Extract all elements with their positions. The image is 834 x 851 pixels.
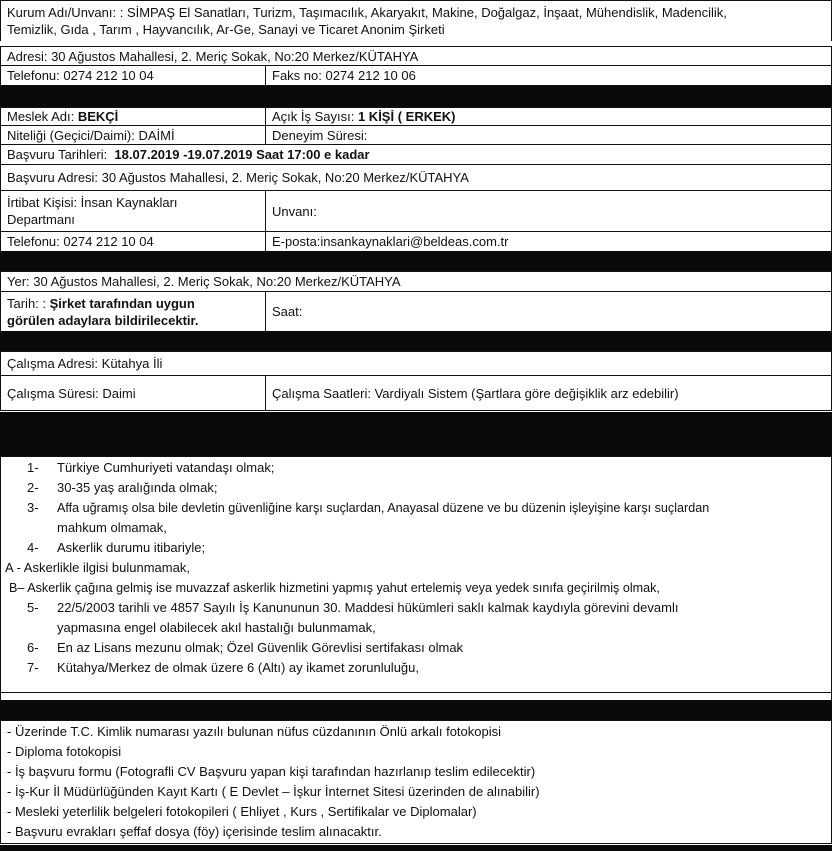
work-hours: Çalışma Saatleri: Vardiyalı Sistem (Şartlara göre değişiklik arz edebilir) (272, 385, 679, 401)
company-fax: Faks no: 0274 212 10 06 (272, 68, 416, 83)
company-phone-row (0, 65, 832, 85)
section-divider (0, 251, 832, 271)
job-name-row (0, 107, 832, 125)
job-name-value: BEKÇİ (77, 109, 119, 124)
job-type: Niteliği (Geçici/Daimi): DAİMİ (7, 127, 175, 143)
contact-phone-row (0, 231, 832, 251)
work-address-row (0, 351, 832, 375)
work-duration-row (0, 375, 832, 411)
section-divider (0, 845, 832, 851)
company-address: Adresi: 30 Ağustos Mahallesi, 2. Meriç Sokak, No:20 Merkez/KÜTAHYA (7, 48, 419, 64)
list-item: 7- Kütahya/Merkez de olmak üzere 6 (Altı) ay ikamet zorunluluğu, (27, 660, 420, 675)
work-address: Çalışma Adresi: Kütahya İli (7, 356, 163, 371)
requirements-list (0, 456, 832, 692)
list-item: 4- Askerlik durumu itibariyle; (27, 540, 206, 555)
interview-place: Yer: 30 Ağustos Mahallesi, 2. Meriç Sokak, No:20 Merkez/KÜTAHYA (7, 274, 401, 289)
company-name-line2: Temizlik, Gıda , Tarım , Hayvancılık, Ar-Ge, Sanayi ve Ticaret Anonim Şirketi (7, 22, 445, 37)
application-dates-label: Başvuru Tarihleri: (7, 147, 115, 162)
company-name-line1: Kurum Adı/Unvanı: : SİMPAŞ El Sanatları, Turizm, Taşımacılık, Akaryakıt, Makine, Doğalgaz, İnşaat, Mühendislik, Madencilik, (7, 5, 727, 20)
application-address: Başvuru Adresi: 30 Ağustos Mahallesi, 2. Meriç Sokak, No:20 Merkez/KÜTAHYA (7, 170, 469, 185)
interview-time: Saat: (272, 304, 303, 319)
application-dates-value: 18.07.2019 -19.07.2019 Saat 17:00 e kadar (114, 147, 370, 162)
contact-title: Unvanı: (272, 203, 317, 219)
company-phone: Telefonu: 0274 212 10 04 (7, 68, 154, 83)
contact-person-line2: Departmanı (7, 212, 75, 227)
list-item: - İş başvuru formu (Fotografli CV Başvuru yapan kişi tarafından hazırlanıp teslim edilecektir) (7, 764, 536, 779)
interview-date-value-1: Şirket tarafından uygun (49, 295, 195, 311)
list-item: - Mesleki yeterlilik belgeleri fotokopileri ( Ehliyet , Kurs , Sertifikalar ve Diplomalar) (7, 804, 477, 819)
company-address-row (0, 46, 832, 65)
list-item: 1- Türkiye Cumhuriyeti vatandaşı olmak; (27, 460, 275, 475)
list-item: mahkum olmamak, (57, 520, 167, 535)
list-item: B– Askerlik çağına gelmiş ise muvazzaf askerlik hizmetini yapmış yahut ertelemiş veya yedek sınıfa geçirilmiş olmak, (9, 581, 660, 595)
contact-email: E-posta:insankaynaklari@beldeas.com.tr (272, 234, 509, 249)
list-item: 6- En az Lisans mezunu olmak; Özel Güvenlik Görevlisi sertifakası olmak (27, 640, 464, 655)
work-duration: Çalışma Süresi: Daimi (7, 385, 136, 401)
section-divider (0, 331, 832, 351)
interview-place-row (0, 271, 832, 291)
job-type-row (0, 125, 832, 144)
list-item: - Diploma fotokopisi (7, 744, 122, 759)
section-divider (0, 692, 832, 700)
list-item: yapmasına engel olabilecek akıl hastalığı bulunmamak, (57, 620, 376, 635)
section-divider (0, 85, 832, 107)
list-item: - İş-Kur İl Müdürlüğünden Kayıt Kartı ( E Devlet – İşkur İnternet Sitesi üzerinden de alınabilir) (7, 784, 540, 799)
openings-value: 1 KİŞİ ( ERKEK) (357, 109, 456, 124)
company-name-row (0, 0, 832, 41)
list-item: - Üzerinde T.C. Kimlik numarası yazılı bulunan nüfus cüzdanının Önlü arkalı fotokopisi (7, 724, 501, 739)
experience: Deneyim Süresi: (272, 127, 368, 143)
section-divider (0, 412, 832, 456)
interview-date-row (0, 291, 832, 331)
interview-date-label: Tarih: : (7, 295, 50, 311)
openings-label: Açık İş Sayısı: (272, 109, 358, 124)
list-item: 2- 30-35 yaş aralığında olmak; (27, 480, 218, 495)
documents-list (0, 720, 832, 844)
application-address-row (0, 164, 832, 190)
list-item: A - Askerlikle ilgisi bulunmamak, (5, 560, 190, 575)
interview-date-value-2: görülen adaylara bildirilecektir. (7, 312, 199, 328)
list-item: - Başvuru evrakları şeffaf dosya (föy) içerisinde teslim alınacaktır. (7, 824, 382, 839)
contact-phone: Telefonu: 0274 212 10 04 (7, 234, 154, 249)
job-name-label: Meslek Adı: (7, 109, 78, 124)
list-item: 3- Affa uğramış olsa bile devletin güvenliğine karşı suçlardan, Anayasal düzene ve bu düzenin işleyişine karşı suçlardan (27, 500, 710, 515)
list-item: 5- 22/5/2003 tarihli ve 4857 Sayılı İş Kanununun 30. Maddesi hükümleri saklı kalmak kaydıyla görevini devamlı (27, 600, 679, 615)
application-dates-row (0, 144, 832, 164)
section-divider (0, 700, 832, 720)
contact-person-line1: İrtibat Kişisi: İnsan Kaynakları (7, 195, 178, 210)
contact-row (0, 190, 832, 231)
